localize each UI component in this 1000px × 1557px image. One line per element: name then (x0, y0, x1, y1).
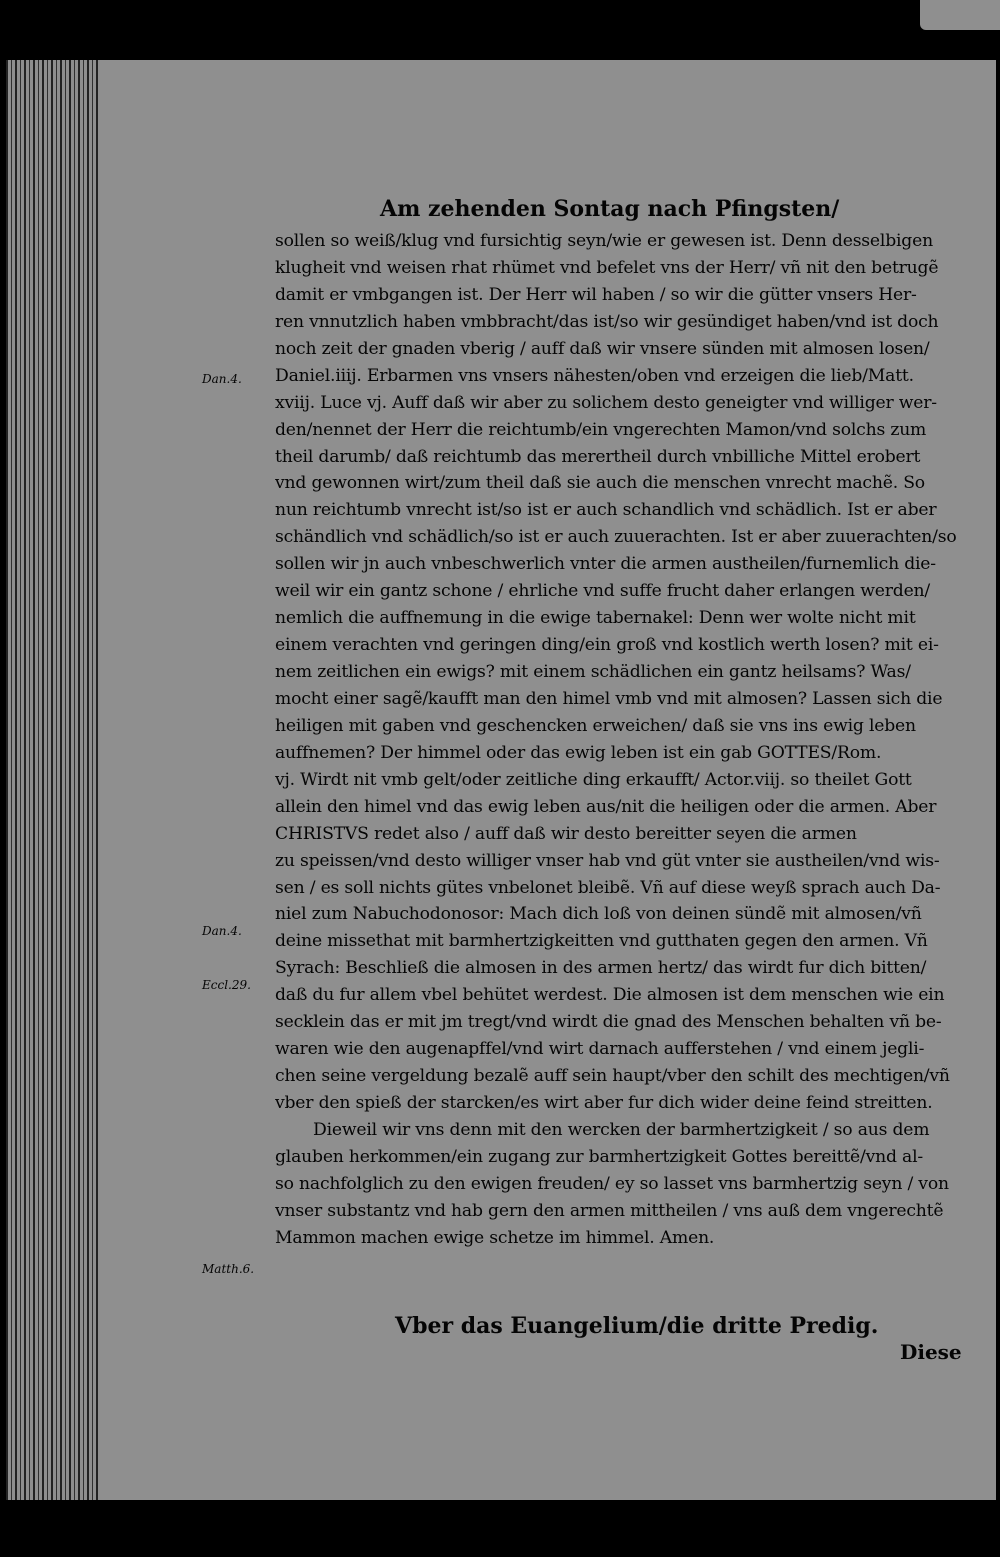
text-line: den/nennet der Herr die reichtumb/ein vngerechten Mamon/vnd solchs zum (275, 419, 927, 440)
text-line: vj. Wirdt nit vmb gelt/oder zeitliche ding erkaufft/ Actor.viij. so theilet Gott (275, 769, 912, 790)
text-line: deine missethat mit barmhertzigkeitten vnd gutthaten gegen den armen. Vñ (275, 931, 928, 952)
text-line: nemlich die auffnemung in die ewige tabernakel: Denn wer wolte nicht mit (275, 608, 916, 629)
page-edge-stack (6, 60, 101, 1500)
body-text (275, 228, 960, 1252)
text-line: chen seine vergeldung bezalẽ auff sein haupt/vber den schilt des mechtigen/vñ (275, 1066, 950, 1087)
text-line: nun reichtumb vnrecht ist/so ist er auch schandlich vnd schädlich. Ist er aber (275, 500, 937, 521)
section-heading: Vber das Euangelium/die dritte Predig. (395, 1313, 879, 1339)
text-line: glauben herkommen/ein zugang zur barmhertzigkeit Gottes bereittẽ/vnd al- (275, 1146, 923, 1167)
margin-note-matth: Matth.6. (202, 1262, 255, 1276)
text-line: vber den spieß der starcken/es wirt aber fur dich wider deine feind streitten. (275, 1093, 933, 1113)
text-line: schändlich vnd schädlich/so ist er auch zuuerachten. Ist er aber zuuerachten/so (275, 527, 957, 548)
text-line: heiligen mit gaben vnd geschencken erweichen/ daß sie vns ins ewig leben (275, 715, 916, 736)
text-line: Mammon machen ewige schetze im himmel. Amen. (275, 1227, 715, 1248)
text-line: Syrach: Beschließ die almosen in des armen hertz/ das wirdt fur dich bitten/ (275, 958, 927, 979)
text-line: niel zum Nabuchodonosor: Mach dich loß von deinen sündẽ mit almosen/vñ (275, 904, 922, 925)
text-line: so nachfolglich zu den ewigen freuden/ ey so lasset vns barmhertzig seyn / von (275, 1173, 949, 1194)
text-line: einem verachten vnd geringen ding/ein groß vnd kostlich werth losen? mit ei- (275, 635, 939, 656)
text-line: auffnemen? Der himmel oder das ewig leben ist ein gab GOTTES/Rom. (275, 742, 882, 763)
margin-note-dan-2: Dan.4. (202, 924, 242, 938)
text-line: weil wir ein gantz schone / ehrliche vnd suffe frucht daher erlangen werden/ (275, 581, 930, 602)
text-line: sollen so weiß/klug vnd fursichtig seyn/wie er gewesen ist. Denn desselbigen (275, 231, 933, 251)
margin-note-dan-1: Dan.4. (202, 372, 242, 386)
text-line: secklein das er mit jm tregt/vnd wirdt die gnad des Menschen behalten vñ be- (275, 1012, 942, 1033)
text-line: waren wie den augenapffel/vnd wirt darnach aufferstehen / vnd einem jegli- (275, 1039, 925, 1060)
text-line: ren vnnutzlich haben vmbbracht/das ist/so wir gesündiget haben/vnd ist doch (275, 311, 939, 332)
text-line: xviij. Luce vj. Auff daß wir aber zu solichem desto geneigter vnd williger wer- (275, 392, 937, 413)
text-line: zu speissen/vnd desto williger vnser hab vnd güt vnter sie austheilen/vnd wis- (275, 850, 940, 871)
paragraph-start-line: Dieweil wir vns denn mit den wercken der barmhertzigkeit / so aus dem (313, 1119, 930, 1140)
running-head: Am zehenden Sontag nach Pfingsten/ (380, 196, 840, 222)
text-line: vnd gewonnen wirt/zum theil daß sie auch die menschen vnrecht machẽ. So (275, 473, 925, 494)
text-line: sen / es soll nichts gütes vnbelonet bleibẽ. Vñ auf diese weyß sprach auch Da- (275, 877, 941, 898)
text-line: CHRISTVS redet also / auff daß wir desto bereitter seyen die armen (275, 823, 857, 844)
text-line: allein den himel vnd das ewig leben aus/nit die heiligen oder die armen. Aber (275, 796, 937, 817)
margin-note-eccl: Eccl.29. (202, 978, 251, 992)
top-corner-clip (920, 0, 1000, 30)
text-line: damit er vmbgangen ist. Der Herr wil haben / so wir die gütter vnsers Her- (275, 284, 917, 305)
text-line: vnser substantz vnd hab gern den armen mittheilen / vns auß dem vngerechtẽ (275, 1200, 944, 1221)
text-line: sollen wir jn auch vnbeschwerlich vnter die armen austheilen/furnemlich die- (275, 554, 936, 575)
catchword: Diese (900, 1340, 962, 1364)
text-line: nem zeitlichen ein ewigs? mit einem schädlichen ein gantz heilsams? Was/ (275, 662, 911, 682)
text-line: daß du fur allem vbel behütet werdest. Die almosen ist dem menschen wie ein (275, 985, 945, 1006)
text-line: noch zeit der gnaden vberig / auff daß wir vnsere sünden mit almosen losen/ (275, 338, 930, 359)
text-line: mocht einer sagẽ/kaufft man den himel vmb vnd mit almosen? Lassen sich die (275, 688, 943, 709)
text-line: theil darumb/ daß reichtumb das merertheil durch vnbilliche Mittel erobert (275, 446, 921, 467)
text-line: klugheit vnd weisen rhat rhümet vnd befelet vns der Herr/ vñ nit den betrugẽ (275, 257, 939, 278)
text-line: Daniel.iiij. Erbarmen vns vnsers nähesten/oben vnd erzeigen die lieb/Matt. (275, 365, 914, 386)
